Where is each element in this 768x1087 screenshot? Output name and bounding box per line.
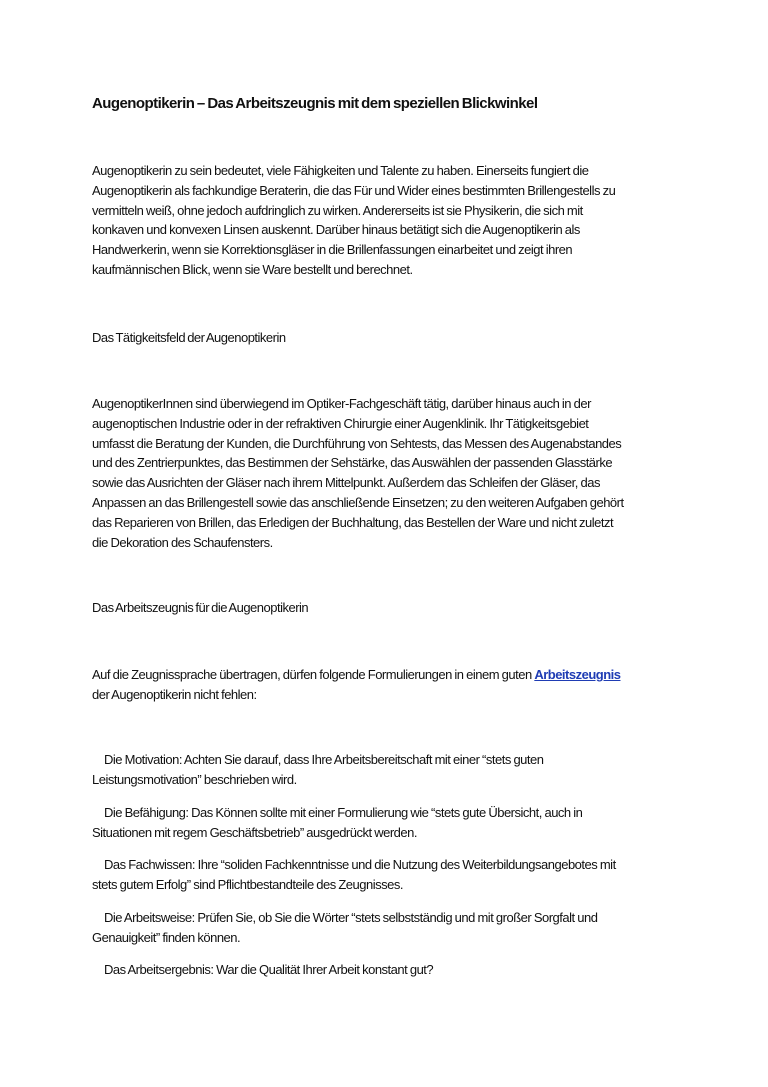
text-line: Situationen mit regem Geschäftsbetrieb” ausgedrückt werden. xyxy=(92,825,417,840)
section-heading-arbeitszeugnis: Das Arbeitszeugnis für die Augenoptikerin xyxy=(92,600,309,615)
text-line: kaufmännischen Blick, wenn sie Ware bestellt und berechnet. xyxy=(92,261,413,277)
text-line: Die Befähigung: Das Können sollte mit einer Formulierung wie “stets gute Übersicht, auch in xyxy=(104,805,583,820)
taetigkeitsfeld-paragraph xyxy=(92,394,682,552)
text-line: Die Motivation: Achten Sie darauf, dass Ihre Arbeitsbereitschaft mit einer “stets guten xyxy=(104,752,544,767)
text-line: Augenoptikerin als fachkundige Beraterin, die das Für und Wider eines bestimmten Brillengestells zu xyxy=(92,182,616,198)
text-line: Handwerkerin, wenn sie Korrektionsgläser in die Brillenfassungen einarbeitet und zeigt ihren xyxy=(92,242,573,258)
list-item-fachwissen xyxy=(92,855,682,895)
text-fragment: Auf die Zeugnissprache übertragen, dürfen folgende Formulierungen in einem guten xyxy=(92,667,535,682)
text-line: Genauigkeit” finden können. xyxy=(92,930,241,945)
text-line: Leistungsmotivation” beschrieben wird. xyxy=(92,772,297,787)
intro-paragraph xyxy=(92,161,682,280)
text-line xyxy=(92,665,682,685)
list-item-motivation xyxy=(92,750,682,790)
text-line: konkaven und konvexen Linsen auskennt. Darüber hinaus betätigt sich die Augenoptikerin als xyxy=(92,222,580,238)
section-heading-taetigkeitsfeld: Das Tätigkeitsfeld der Augenoptikerin xyxy=(92,330,286,345)
text-line: Augenoptikerin zu sein bedeutet, viele Fähigkeiten und Talente zu haben. Einerseits fungiert die xyxy=(92,163,589,178)
text-line: Die Arbeitsweise: Prüfen Sie, ob Sie die Wörter “stets selbstständig und mit großer Sorgfalt und xyxy=(104,910,598,925)
arbeitszeugnis-link[interactable]: Arbeitszeugnis xyxy=(534,667,621,682)
text-line: und des Zentrierpunktes, das Bestimmen der Sehstärke, das Auswählen der passenden Glasstärke xyxy=(92,455,613,471)
text-line: Das Arbeitsergebnis: War die Qualität Ihrer Arbeit konstant gut? xyxy=(104,962,434,977)
text-line: das Reparieren von Brillen, das Erledigen der Buchhaltung, das Bestellen der Ware und nicht zuletzt xyxy=(92,514,614,530)
text-line: Anpassen an das Brillengestell sowie das anschließende Einsetzen; zu den weiteren Aufgaben gehört xyxy=(92,494,624,510)
list-item-befaehigung xyxy=(92,803,682,843)
text-line: Das Fachwissen: Ihre “soliden Fachkenntnisse und die Nutzung des Weiterbildungsangebotes mit xyxy=(104,857,616,872)
text-line: augenoptischen Industrie oder in der refraktiven Chirurgie einer Augenklinik. Ihr Tätigkeitsgebiet xyxy=(92,415,589,431)
text-line: der Augenoptikerin nicht fehlen: xyxy=(92,686,257,702)
text-line: die Dekoration des Schaufensters. xyxy=(92,534,273,550)
arbeitszeugnis-intro-paragraph xyxy=(92,665,682,705)
list-item-arbeitsweise xyxy=(92,908,682,948)
text-line: stets gutem Erfolg” sind Pflichtbestandteile des Zeugnisses. xyxy=(92,877,403,892)
list-item-arbeitsergebnis xyxy=(92,960,682,980)
text-line: umfasst die Beratung der Kunden, die Durchführung von Sehtests, das Messen des Augenabstandes xyxy=(92,435,622,451)
text-line: vermitteln weiß, ohne jedoch aufdringlich zu wirken. Andererseits ist sie Physikerin, die sich mit xyxy=(92,202,583,218)
text-line: AugenoptikerInnen sind überwiegend im Optiker-Fachgeschäft tätig, darüber hinaus auch in der xyxy=(92,396,591,411)
document-title: Augenoptikerin – Das Arbeitszeugnis mit dem speziellen Blickwinkel xyxy=(92,95,538,112)
text-line: sowie das Ausrichten der Gläser nach ihrem Mittelpunkt. Außerdem das Schleifen der Gläser, das xyxy=(92,475,600,491)
